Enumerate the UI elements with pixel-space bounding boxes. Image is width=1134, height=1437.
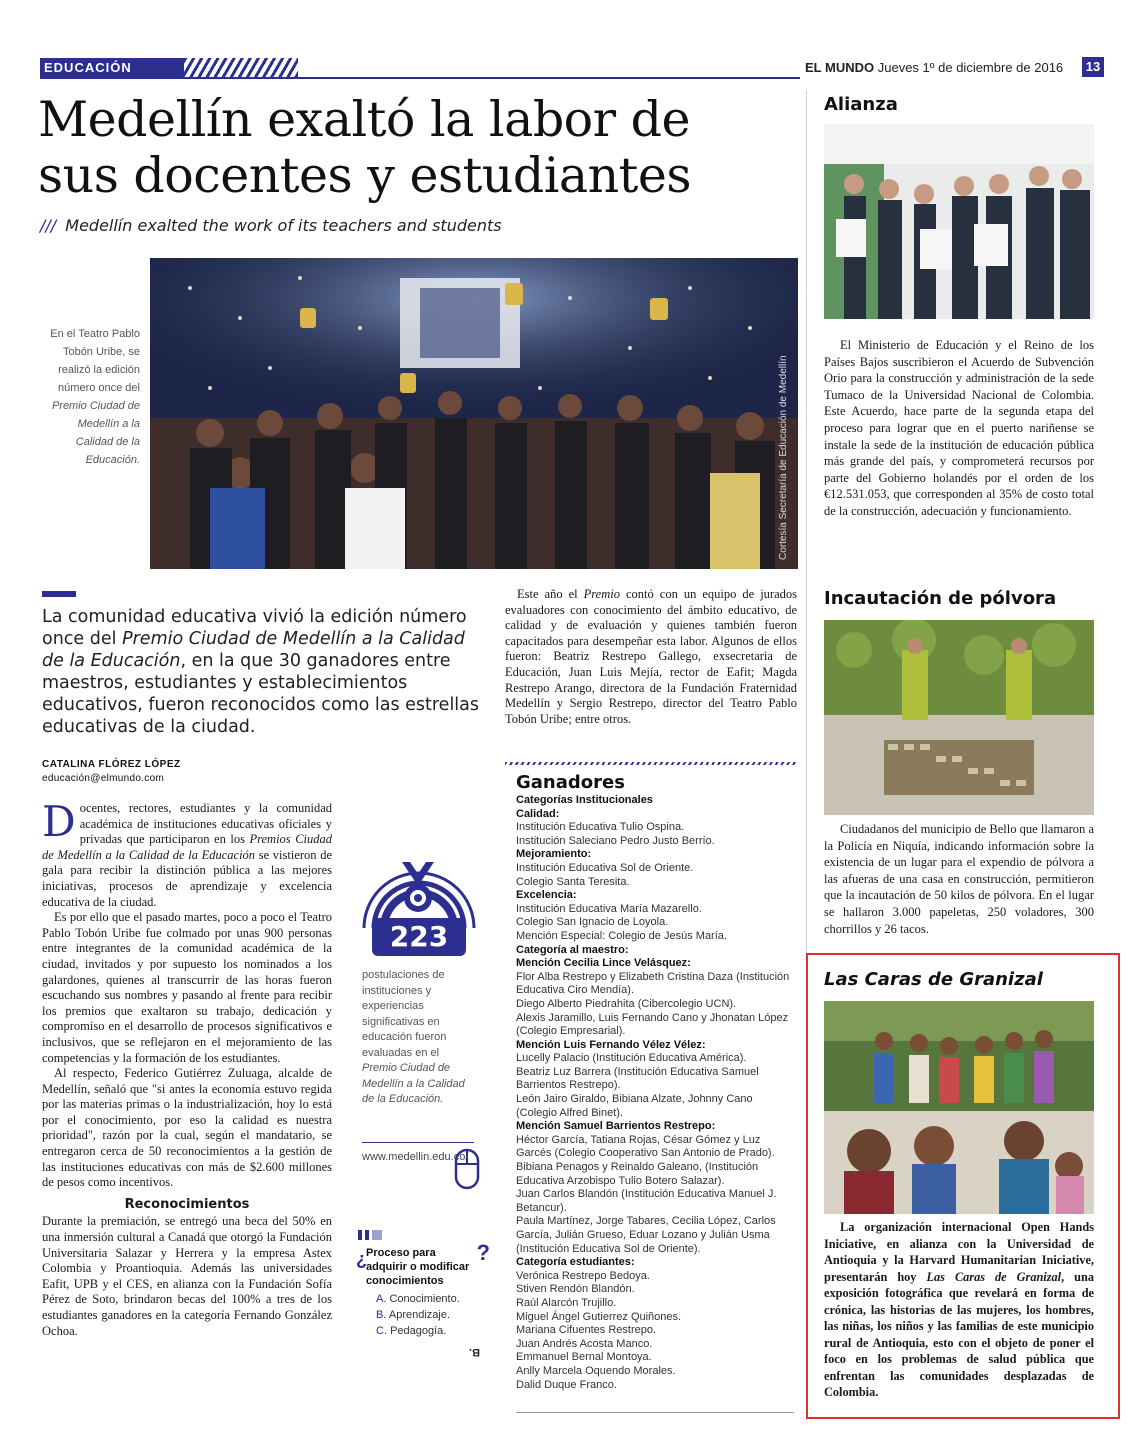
polvora-text xyxy=(824,821,1094,937)
paragraph-2: Es por ello que el pasado martes, poco a poco el Teatro Pablo Tobón Uribe fue colmado por unas 900 personas entre integrantes de la comunidad académica de la ciudad, invitados y por supuesto los nominados a los galardones, quienes al transcurrir de las horas fueron escuchando sus nombres y pasando al frente para recibir los premios que exaltaron su trabajo, dedicación y compromiso en el desarrollo de procesos significativos e inclusivos, que se reflejaron en el mejoramiento de las competencias y la formación de los estudiantes. xyxy=(42,910,332,1065)
lead-text-1: La comunidad educativa vivió la edición número once del xyxy=(42,607,467,649)
p1-text-c: se vistieron de gala para recibir la distinción pública a las mejores iniciativas, procesos de aprendizaje y excelencia educativa de la ciudad. xyxy=(42,847,332,909)
lead-text-2: , en la que 30 ganadores entre maestros, estudiantes y establecimientos educativos, fueron reconocidos como las estrellas educativas de la ciudad. xyxy=(42,651,480,737)
stat-number: 223 xyxy=(389,920,449,953)
paragraph-3: Al respecto, Federico Gutiérrez Zuluaga, alcalde de Medellín, señaló que "si antes la economía estuvo regida por las materias primas o la industrialización, hoy lo está por el conocimiento, por eso la calidad es nuestra prioridad", razón por la cual, según el mandatario, se entregaron cerca de 50 reconocimientos a la gestión de las instituciones educativas con más de $2.600 millones de pesos como incentivos. xyxy=(42,1066,332,1190)
list-item: Institución Educativa Sol de Oriente. xyxy=(516,861,694,874)
photo-credit: Cortesía Secretaría de Educación de Medellín xyxy=(778,355,789,560)
caption-award: Premio Ciudad de Medellín a la Calidad de la Educación. xyxy=(51,400,140,466)
article-body xyxy=(42,797,332,1339)
question-open-icon: ¿ xyxy=(356,1249,367,1269)
website-link[interactable]: www.medellin.edu.co/ xyxy=(362,1151,469,1163)
section-subheading: Reconocimientos xyxy=(124,1196,250,1212)
list-item: Juan Carlos Blandón (Institución Educativa Manuel J. Betancur). xyxy=(516,1188,777,1214)
header-rule xyxy=(40,77,800,79)
headline-line-1: Medellín exaltó la labor de xyxy=(38,91,691,148)
article-subtitle xyxy=(40,216,800,235)
headline-line-2: sus docentes y estudiantes xyxy=(38,147,691,204)
masthead xyxy=(805,60,1063,75)
list-item: Héctor García, Tatiana Rojas, César Gómez y Luz Garcés (Colegio Cooperativo San Antonio de Prado). xyxy=(516,1133,775,1160)
alianza-title: Alianza xyxy=(824,94,898,115)
list-item: Institución Educativa Tulio Ospina. xyxy=(516,821,685,834)
list-item: Anlly Marcela Oquendo Morales. xyxy=(516,1364,676,1377)
list-item: Colegio Santa Teresita. xyxy=(516,875,630,888)
winners-subcategory: Mención Luis Fernando Vélez Vélez: xyxy=(516,1038,706,1051)
caras-photo xyxy=(824,1001,1094,1214)
article-headline xyxy=(38,92,808,204)
list-item: Lucelly Palacio (Institución Educativa América). xyxy=(516,1052,747,1065)
caras-title-inline: Las Caras de Granizal xyxy=(926,1269,1062,1284)
quiz-bars xyxy=(358,1230,488,1240)
list-item: Dalid Duque Franco. xyxy=(516,1378,617,1391)
caption-text: En el Teatro Pablo Tobón Uribe, se realizó la edición número once del xyxy=(50,328,140,394)
winners-category: Categorías Institucionales xyxy=(516,794,653,806)
p1-award: Premios Ciudad de Medellín a la Calidad de la Educación xyxy=(42,832,332,862)
list-item: Colegio San Ignacio de Loyola. xyxy=(516,916,669,929)
quiz-box xyxy=(356,1230,490,1358)
author-email: educación@elmundo.com xyxy=(42,773,165,784)
quiz-answer: B. xyxy=(469,1346,480,1358)
alianza-text xyxy=(824,337,1094,520)
ceremony-photo-art xyxy=(150,258,798,569)
p1-text-a: ocentes, rectores, estudiantes y la comunidad académica de instituciones educativas oficiales y privadas que participaron en los xyxy=(79,801,332,847)
list-item: Bibiana Penagos y Reinaldo Galeano, (Institución Educativa Arzobispo Tulio Botero Salazar). xyxy=(516,1161,759,1187)
list-item: Institución Educativa María Mazarello. xyxy=(516,902,702,915)
quiz-question xyxy=(356,1240,490,1288)
issue-date: Jueves 1º de diciembre de 2016 xyxy=(877,60,1064,75)
polvora-paragraph: Ciudadanos del municipio de Bello que llamaron a la Policía en Niquía, indicando información sobre la existencia de un lugar para el expendio de pólvora a las afueras de una casa en construcción, permitieron que la incautación de 50 kilos de pólvora. En el lugar se hallaron 3.000 papeletas, 250 voladores, 300 chorrillos y 26 tacos. xyxy=(824,822,1094,936)
jury-premio: Premio xyxy=(583,587,620,601)
winners-subcategory: Mención Samuel Barrientos Restrepo: xyxy=(516,1120,716,1133)
winners-list xyxy=(516,794,794,1392)
list-item: Mariana Cifuentes Restrepo. xyxy=(516,1324,657,1337)
lead-marker xyxy=(42,591,76,597)
jury-text-a: Este año el xyxy=(517,587,584,601)
list-item: Paula Martínez, Jorge Tabares, Cecilia López, Carlos García, Julián Grueso, Eduar Lozano y Julián Usma (Institución Educativa Sol de Oriente). xyxy=(516,1215,776,1255)
list-item: Raúl Alarcón Trujillo. xyxy=(516,1296,617,1309)
winners-title: Ganadores xyxy=(516,772,625,793)
medal-graphic xyxy=(358,828,480,958)
author-byline: CATALINA FLÓREZ LÓPEZ xyxy=(42,759,181,770)
caras-text-a: La organización internacional Open Hands Iniciative, en alianza con la Universidad de Antioquia y la Harvard Humanitarian Iniciative, presentarán hoy xyxy=(824,1220,1094,1284)
winners-subcategory: Mención Cecilia Lince Velásquez: xyxy=(516,957,691,970)
caras-text-c: , una exposición fotográfica que revelará en forma de crónica, las historias de las mujeres, los hombres, las niñas, los niños y las familias de este municipio rural de Antioquia, esto con el objeto de poner el foco en los problemas de salud pública que enfrentan las comunidades desplazadas de Colombia. xyxy=(824,1269,1094,1399)
stat-description xyxy=(362,968,474,1108)
winners-category: Categoría estudiantes: xyxy=(516,1256,635,1269)
list-item: Beatriz Luz Barrera (Institución Educativa Samuel Barrientos Restrepo). xyxy=(516,1065,759,1092)
list-item: Flor Alba Restrepo y Elizabeth Cristina Daza (Institución Educativa Ciro Mendía). xyxy=(516,970,790,997)
paper-name: EL MUNDO xyxy=(805,60,875,75)
caras-paragraph xyxy=(824,1219,1094,1401)
caras-title: Las Caras de Granizal xyxy=(824,969,1043,990)
quiz-options xyxy=(358,1291,488,1339)
list-item: Alexis Jaramillo, Luis Fernando Cano y Jhonatan López (Colegio Empresarial). xyxy=(516,1011,789,1038)
ceremony-photo xyxy=(150,258,798,569)
section-hatch xyxy=(184,58,298,78)
photo-caption xyxy=(42,325,140,469)
page-number: 13 xyxy=(1082,57,1104,77)
list-item: Miguel Ángel Gutierrez Quiñones. xyxy=(516,1310,682,1323)
drop-cap: D xyxy=(42,797,76,846)
list-item: Stiven Rendón Blandón. xyxy=(516,1283,635,1296)
alianza-paragraph: El Ministerio de Educación y el Reino de los Países Bajos suscribieron el Acuerdo de Subvención Orio para la construcción y administración de la sede Tumaco de la Universidad Nacional de Colombia. Este Acuerdo, hace parte de la segunda etapa del proceso para lograr que en el puerto nariñense se instale la sede de la institución de educación pública más grande del país, y comprometerá recursos por parte del Gobierno holandés por el orden de los €12.531.053, que corresponden al 35% de costo total de la construcción, adecuación y funcionamiento. xyxy=(824,338,1094,518)
paragraph-4: Durante la premiación, se entregó una beca del 50% en una inmersión cultural a Canadá que otorgó la Fundación Universitaria Salazar y Herrera y la empresa Astex Colombia y Proantioquia. Además las universidades Eafit, UPB y el CES, en alianza con la Fundación Sofía Pérez de Soto, brindaron becas del 100% a tres de los estudiantes ganadores en la categoría Fernando González Ochoa. xyxy=(42,1214,332,1338)
list-item: Emmanuel Bernal Montoya. xyxy=(516,1351,652,1364)
stat-text-1: postulaciones de instituciones y experiencias significativas en educación fueron evaluadas en el xyxy=(362,969,447,1059)
quiz-question-text: Proceso para adquirir o modificar conocimientos xyxy=(366,1247,470,1287)
caras-text xyxy=(824,1219,1094,1401)
question-close-icon: ? xyxy=(476,1240,490,1265)
polvora-title: Incautación de pólvora xyxy=(824,588,1057,609)
stat-text-award: Premio Ciudad de Medellín a la Calidad de la Educación. xyxy=(362,1062,465,1105)
quiz-option-a: A. Conocimiento. xyxy=(376,1293,460,1305)
winners-subcategory: Excelencia: xyxy=(516,889,577,902)
winners-hatch xyxy=(505,762,797,765)
quiz-option-c: C. Pedagogía. xyxy=(376,1325,447,1337)
list-item: Mención Especial: Colegio de Jesús María. xyxy=(516,929,727,942)
polvora-photo xyxy=(824,620,1094,815)
list-item: Verónica Restrepo Bedoya. xyxy=(516,1269,650,1282)
mouse-icon xyxy=(454,1148,480,1190)
list-item: Diego Alberto Piedrahita (Cibercolegio UCN). xyxy=(516,997,737,1010)
list-item: Institución Saleciano Pedro Justo Berrío. xyxy=(516,834,715,847)
article-lead xyxy=(42,606,492,738)
jury-text-c: contó con un equipo de jurados evaluadores con conocimiento del ámbito educativo, de calidad y de evaluación y quienes también fueron capacitados para desempeñar esta labor. Algunos de ellos fueron: Beatriz Restrepo Gallego, exsecretaria de Educación, Juan Luis Mejía, rector de Eafit; Magda Restrepo Arango, directora de la Fundación Fraternidad Medellín y Sergio Restrepo, director del Teatro Pablo Tobón Uribe; entre otros. xyxy=(505,587,798,726)
subtitle-slashes: /// xyxy=(40,216,57,235)
winners-end-rule xyxy=(516,1412,794,1413)
section-tag: EDUCACIÓN xyxy=(40,58,184,78)
winners-subcategory: Calidad: xyxy=(516,807,560,820)
winners-subcategory: Mejoramiento: xyxy=(516,848,592,861)
alianza-photo xyxy=(824,124,1094,319)
jury-paragraph xyxy=(505,587,797,727)
quiz-option-b: B. Aprendizaje. xyxy=(376,1309,451,1321)
list-item: León Jairo Giraldo, Bibiana Alzate, Johnny Cano (Colegio Alfred Binet). xyxy=(516,1093,753,1119)
web-divider xyxy=(362,1142,474,1143)
list-item: Juan Andrés Acosta Manco. xyxy=(516,1337,653,1350)
paragraph-1 xyxy=(42,797,332,910)
subtitle-text: Medellín exalted the work of its teachers and students xyxy=(65,216,502,235)
winners-category: Categoría al maestro: xyxy=(516,943,629,956)
lead-award: Premio Ciudad de Medellín a la Calidad de la Educación xyxy=(42,629,465,671)
